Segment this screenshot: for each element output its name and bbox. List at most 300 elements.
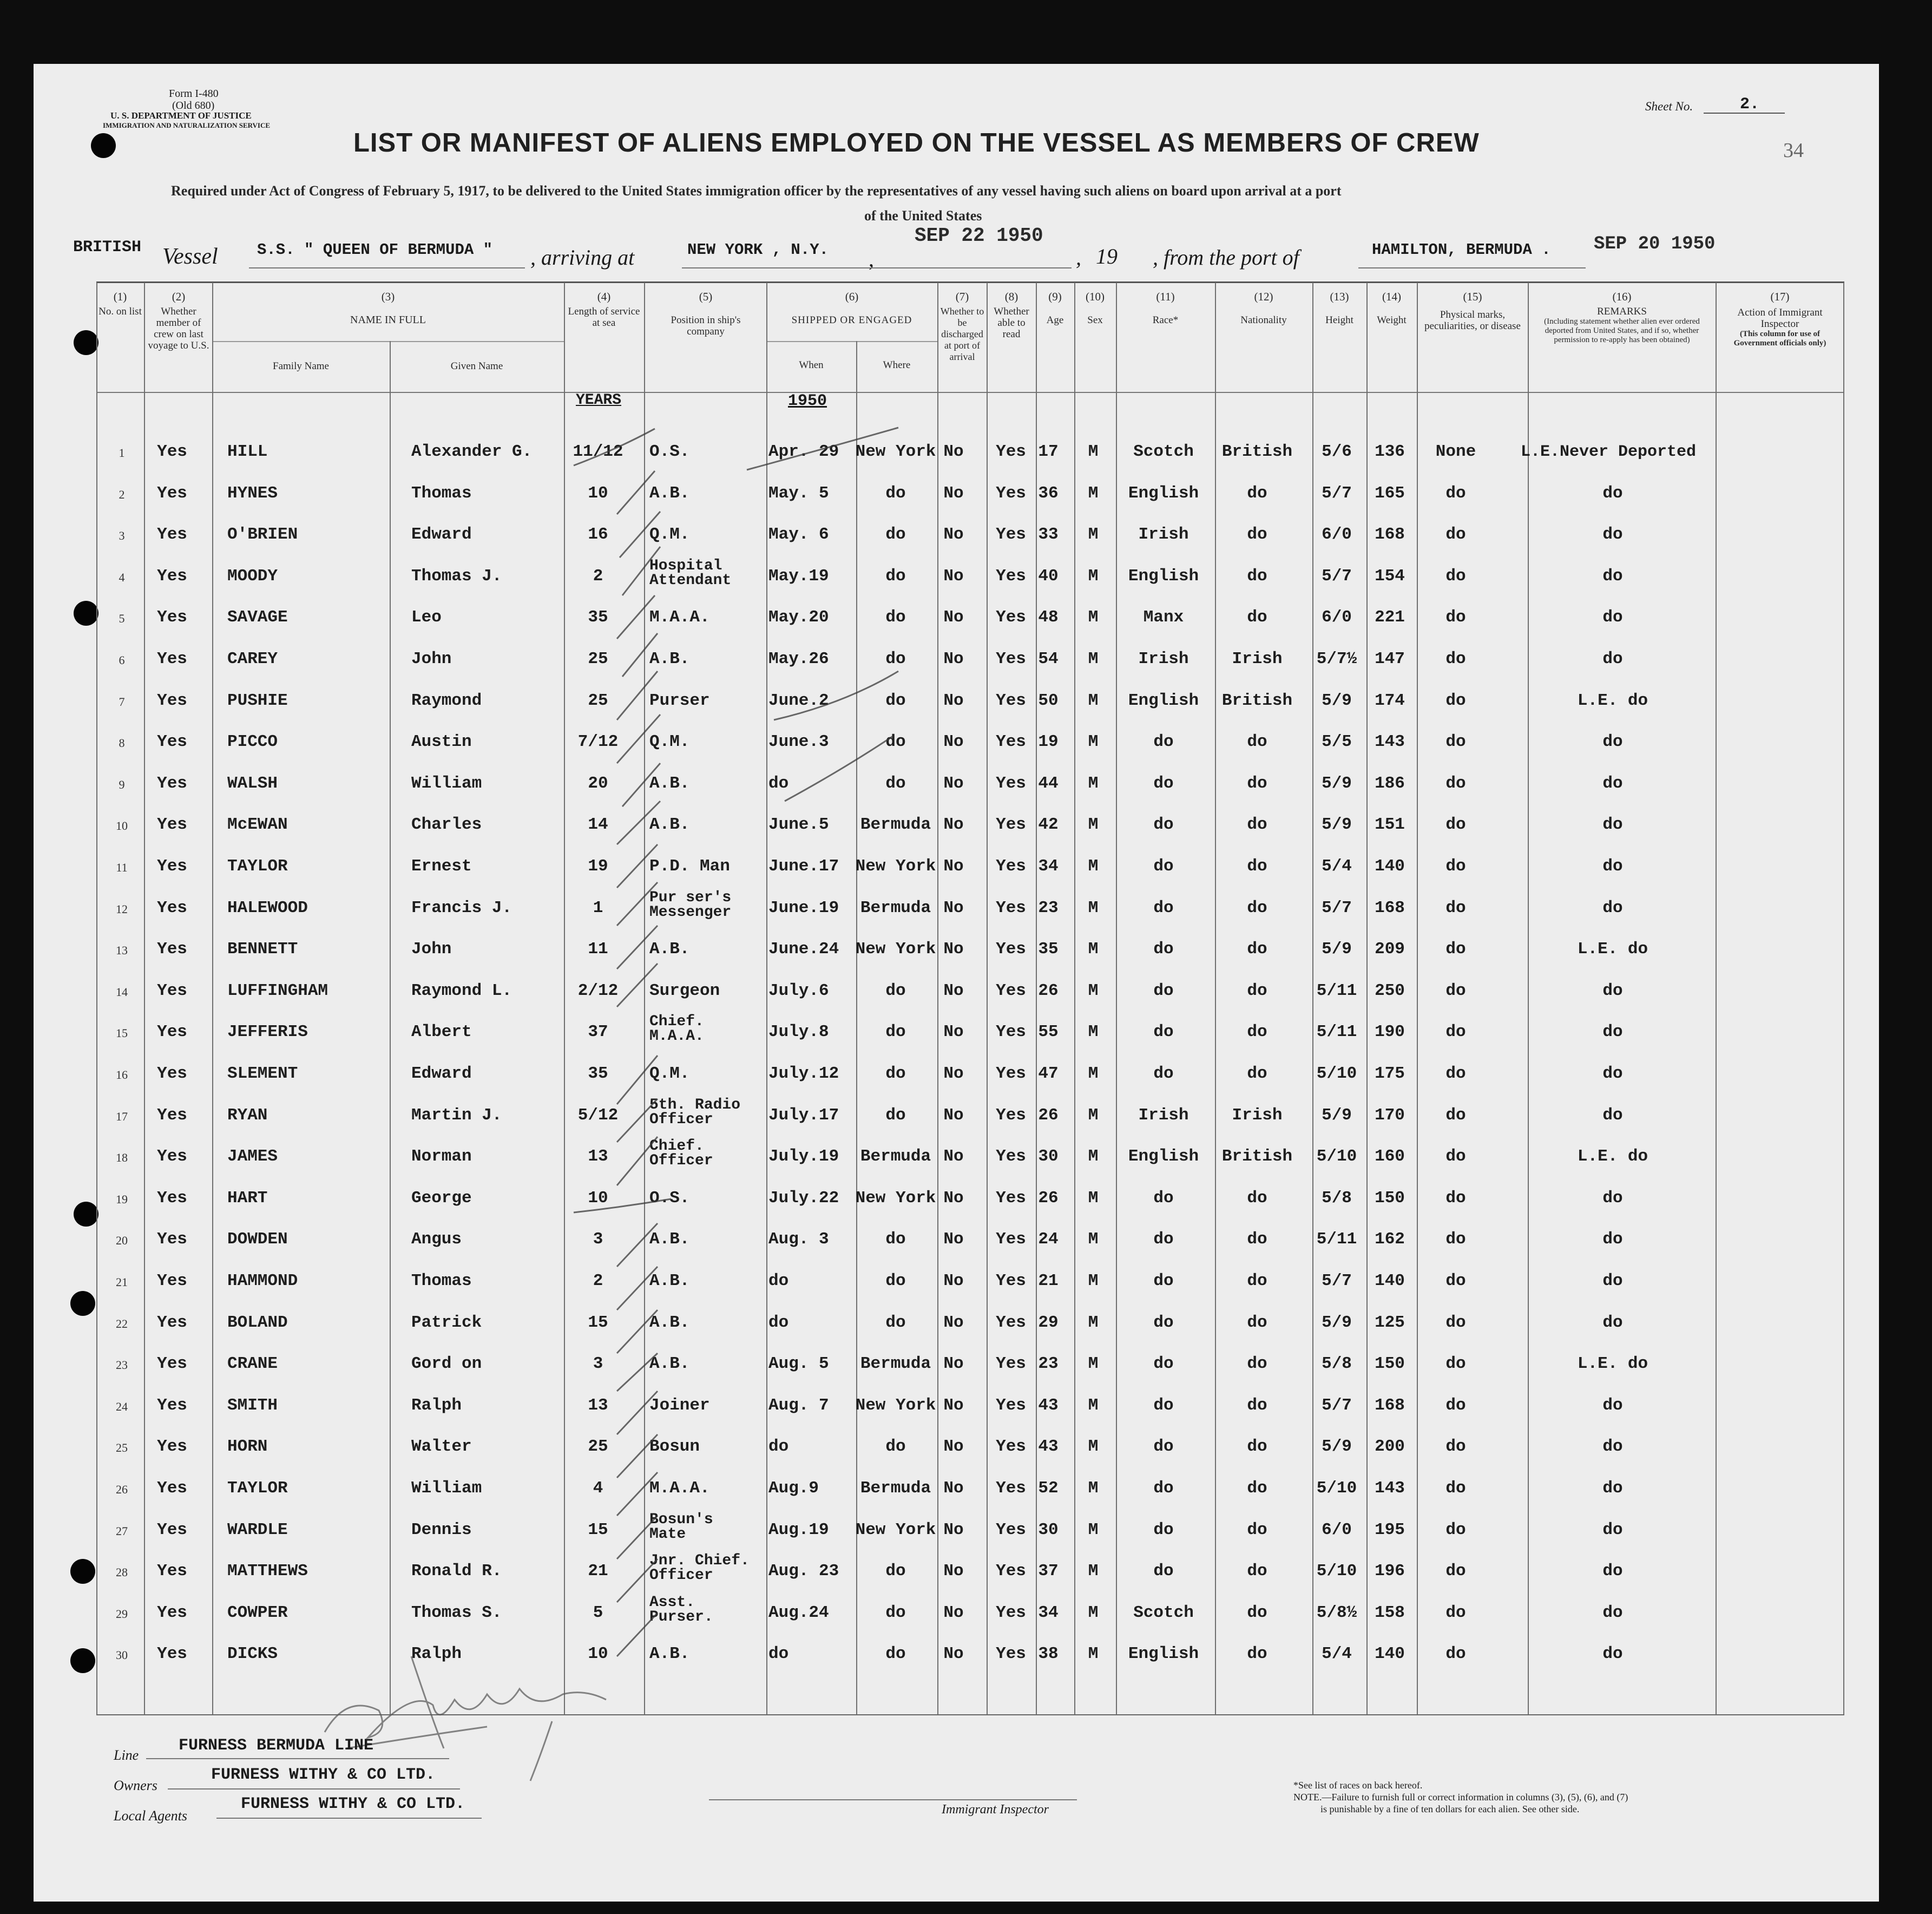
able-to-read: Yes: [996, 1313, 1026, 1332]
position: A.B.: [649, 483, 690, 503]
row-number: 15: [116, 1026, 128, 1040]
row-number: 13: [116, 943, 128, 958]
crew-last-voyage: Yes: [157, 608, 187, 627]
row-number: 26: [116, 1483, 128, 1496]
page-number: 34: [1783, 139, 1804, 162]
service-years: 2: [593, 566, 603, 586]
row-number: 21: [116, 1275, 128, 1289]
discharge-at-port: No: [943, 940, 964, 959]
position: M.A.A.: [649, 1479, 710, 1498]
shipped-when: June.19: [768, 898, 839, 917]
remarks: do: [1602, 1644, 1623, 1664]
able-to-read: Yes: [996, 815, 1026, 835]
family-name: WALSH: [227, 774, 278, 793]
family-name: LUFFINGHAM: [227, 981, 328, 1000]
discharge-at-port: No: [943, 1064, 964, 1083]
age: 40: [1038, 566, 1059, 586]
sex: M: [1088, 566, 1099, 586]
row-number: 27: [116, 1524, 128, 1538]
remarks: do: [1602, 815, 1623, 835]
sex: M: [1088, 774, 1099, 793]
able-to-read: Yes: [996, 691, 1026, 710]
physical-marks: do: [1445, 525, 1466, 545]
service-name: IMMIGRATION AND NATURALIZATION SERVICE: [103, 121, 271, 129]
owners-value: FURNESS WITHY & CO LTD.: [211, 1766, 436, 1784]
discharge-at-port: No: [943, 1354, 964, 1374]
able-to-read: Yes: [996, 898, 1026, 917]
crew-last-voyage: Yes: [157, 566, 187, 586]
service-years: 2/12: [577, 981, 619, 1000]
remarks: do: [1602, 774, 1623, 793]
remarks: do: [1602, 898, 1623, 917]
required-text: Required under Act of Congress of February 5, 1917, to be delivered to the United States immigration officer by the representatives of any vessel having such aliens on board upon arrival at a port: [171, 183, 1342, 199]
nationality: do: [1247, 1022, 1267, 1042]
physical-marks: do: [1445, 1354, 1466, 1374]
service-years: 10: [588, 1188, 608, 1208]
required-text-2: of the United States: [864, 208, 982, 224]
weight: 200: [1375, 1437, 1405, 1457]
height: 5/7: [1322, 566, 1352, 586]
shipped-when: May.26: [768, 650, 829, 668]
remarks: do: [1602, 1603, 1623, 1622]
able-to-read: Yes: [996, 566, 1026, 586]
able-to-read: Yes: [996, 1479, 1026, 1498]
physical-marks: do: [1445, 815, 1466, 835]
shipped-where: do: [885, 1105, 906, 1125]
sex: M: [1088, 442, 1099, 461]
sex: M: [1088, 1147, 1099, 1166]
age: 26: [1038, 1105, 1059, 1125]
physical-marks: do: [1445, 1603, 1466, 1622]
shipped-when: Aug. 7: [768, 1395, 829, 1415]
given-name: Thomas: [411, 483, 472, 503]
given-name: Angus: [411, 1230, 462, 1249]
shipped-when: June.17: [768, 857, 839, 876]
sex: M: [1088, 1644, 1099, 1664]
sex: M: [1088, 1064, 1099, 1083]
shipped-where: do: [885, 981, 906, 1000]
physical-marks: do: [1445, 1479, 1466, 1498]
weight: 196: [1375, 1562, 1405, 1581]
header-position: (5) Position in ship's company: [671, 290, 741, 337]
height: 5/7: [1322, 483, 1352, 503]
arrival-port: NEW YORK , N.Y.: [687, 241, 829, 259]
service-years: 13: [588, 1395, 608, 1415]
given-name: Edward: [411, 1064, 472, 1083]
shipped-when: June.3: [768, 732, 829, 752]
given-name: Gord on: [411, 1354, 482, 1374]
race: Irish: [1138, 525, 1189, 545]
row-number: 20: [116, 1234, 128, 1248]
service-years: 4: [593, 1479, 603, 1498]
age: 21: [1038, 1271, 1059, 1290]
service-years: 15: [588, 1520, 608, 1539]
able-to-read: Yes: [996, 1395, 1026, 1415]
year-label: 19: [1096, 244, 1118, 268]
race: do: [1153, 1230, 1174, 1249]
shipped-where: New York: [855, 1395, 936, 1415]
height: 5/10: [1316, 1064, 1357, 1083]
discharge-at-port: No: [943, 857, 964, 876]
service-years: 15: [588, 1313, 608, 1332]
crew-last-voyage: Yes: [157, 1271, 187, 1290]
family-name: JEFFERIS: [227, 1022, 308, 1042]
sex: M: [1088, 1022, 1099, 1042]
age: 19: [1038, 732, 1059, 752]
position: Asst. Purser.: [649, 1594, 713, 1625]
row-number: 23: [116, 1358, 128, 1372]
weight: 160: [1375, 1147, 1405, 1166]
weight: 125: [1375, 1313, 1405, 1332]
race: do: [1153, 1313, 1174, 1332]
service-years: 21: [588, 1562, 608, 1581]
remarks: do: [1602, 1188, 1623, 1208]
family-name: PUSHIE: [227, 691, 288, 710]
service-years: 19: [588, 857, 608, 876]
nationality: British: [1221, 1147, 1293, 1166]
header-remarks: (16) REMARKS (Including statement whether alien ever ordered deported from United States, and if so, whether permission to re-apply has been obtained): [1544, 290, 1700, 344]
weight: 136: [1375, 442, 1405, 461]
able-to-read: Yes: [996, 442, 1026, 461]
age: 43: [1038, 1395, 1059, 1415]
given-name: Thomas J.: [411, 566, 502, 586]
race: do: [1153, 981, 1174, 1000]
nationality: do: [1247, 1188, 1267, 1208]
crew-last-voyage: Yes: [157, 442, 187, 461]
shipped-where: do: [885, 608, 906, 627]
shipped-where: do: [885, 650, 906, 668]
discharge-at-port: No: [943, 774, 964, 793]
physical-marks: do: [1445, 1437, 1466, 1457]
race: do: [1153, 898, 1174, 917]
service-years: 3: [593, 1354, 603, 1374]
race: do: [1153, 1271, 1174, 1290]
sex: M: [1088, 1520, 1099, 1539]
row-number: 11: [116, 861, 128, 874]
physical-marks: do: [1445, 1230, 1466, 1249]
nationality: do: [1247, 1603, 1267, 1622]
row-number: 17: [116, 1109, 128, 1123]
nationality: do: [1247, 732, 1267, 752]
weight: 143: [1375, 732, 1405, 752]
remarks: do: [1602, 650, 1623, 668]
able-to-read: Yes: [996, 1603, 1026, 1622]
age: 30: [1038, 1147, 1059, 1166]
header-sex: (10) Sex: [1086, 290, 1105, 326]
discharge-at-port: No: [943, 1105, 964, 1125]
crew-last-voyage: Yes: [157, 650, 187, 668]
physical-marks: do: [1445, 732, 1466, 752]
header-read: (8) Whether able to read: [994, 290, 1029, 340]
sheet-label: Sheet No.: [1645, 100, 1693, 113]
sex: M: [1088, 981, 1099, 1000]
weight: 150: [1375, 1354, 1405, 1374]
header-crew: (2) Whether member of crew on last voyage to U.S.: [148, 290, 209, 351]
nationality: do: [1247, 1437, 1267, 1457]
crew-last-voyage: Yes: [157, 1562, 187, 1581]
race: do: [1153, 1479, 1174, 1498]
family-name: HYNES: [227, 483, 278, 503]
crew-last-voyage: Yes: [157, 981, 187, 1000]
service-years: 13: [588, 1147, 608, 1166]
header-action: (17) Action of Immigrant Inspector (This column for use of Government officials only): [1733, 290, 1826, 348]
shipped-when: July.8: [768, 1022, 829, 1042]
position: Pur ser's Messenger: [649, 889, 732, 921]
service-years: 25: [588, 1437, 608, 1457]
height: 6/0: [1322, 608, 1352, 627]
able-to-read: Yes: [996, 1354, 1026, 1374]
family-name: BENNETT: [227, 940, 298, 959]
given-name: Ralph: [411, 1395, 462, 1415]
crew-last-voyage: Yes: [157, 1395, 187, 1415]
service-years: 5: [593, 1603, 603, 1622]
weight: 143: [1375, 1479, 1405, 1498]
remarks: do: [1602, 1271, 1623, 1290]
sex: M: [1088, 1271, 1099, 1290]
crew-last-voyage: Yes: [157, 1354, 187, 1374]
crew-last-voyage: Yes: [157, 1479, 187, 1498]
physical-marks: do: [1445, 1520, 1466, 1539]
shipped-when: do: [768, 1271, 789, 1290]
from-label: , from the port of: [1153, 245, 1299, 270]
physical-marks: do: [1445, 1395, 1466, 1415]
remarks: do: [1602, 1105, 1623, 1125]
position: A.B.: [649, 650, 690, 668]
weight: 174: [1375, 691, 1405, 710]
given-name: William: [411, 1479, 482, 1498]
remarks: L.E.Never Deported: [1521, 443, 1697, 461]
shipped-when: July.12: [768, 1064, 839, 1083]
age: 50: [1038, 691, 1059, 710]
sex: M: [1088, 608, 1099, 627]
shipped-where: do: [885, 691, 906, 710]
age: 30: [1038, 1520, 1059, 1539]
footnote-penalty-2: is punishable by a fine of ten dollars for each alien. See other side.: [1320, 1804, 1580, 1814]
header-given-name: Given Name: [450, 360, 503, 372]
crew-last-voyage: Yes: [157, 1603, 187, 1622]
given-name: Dennis: [411, 1520, 472, 1539]
age: 23: [1038, 1354, 1059, 1374]
height: 5/10: [1316, 1562, 1357, 1581]
shipped-where: New York: [855, 857, 936, 876]
race: do: [1153, 774, 1174, 793]
discharge-at-port: No: [943, 650, 964, 668]
shipped-when: Aug.19: [768, 1520, 829, 1539]
able-to-read: Yes: [996, 857, 1026, 876]
header-height: (13) Height: [1325, 290, 1353, 326]
family-name: MOODY: [227, 566, 278, 586]
position: Q.M.: [649, 525, 690, 545]
shipped-where: do: [885, 774, 906, 793]
arriving-label: , arriving at: [530, 245, 635, 270]
shipped-year: 1950: [788, 392, 827, 410]
discharge-at-port: No: [943, 1188, 964, 1208]
shipped-when: July.6: [768, 981, 829, 1000]
discharge-at-port: No: [943, 483, 964, 503]
given-name: John: [411, 650, 452, 668]
shipped-where: do: [885, 732, 906, 752]
age: 34: [1038, 857, 1059, 876]
height: 5/9: [1322, 1313, 1352, 1332]
weight: 250: [1375, 981, 1405, 1000]
remarks: L.E. do: [1577, 940, 1648, 959]
physical-marks: do: [1445, 1313, 1466, 1332]
age: 23: [1038, 898, 1059, 917]
given-name: Patrick: [411, 1313, 482, 1332]
discharge-at-port: No: [943, 1147, 964, 1166]
nationality: do: [1247, 608, 1267, 627]
immigrant-inspector-label: Immigrant Inspector: [942, 1802, 1049, 1817]
height: 5/4: [1322, 857, 1352, 876]
service-years: 14: [588, 815, 608, 835]
able-to-read: Yes: [996, 1064, 1026, 1083]
header-discharge: (7) Whether to be discharged at port of arrival: [940, 290, 984, 362]
family-name: McEWAN: [227, 815, 288, 835]
remarks: do: [1602, 1395, 1623, 1415]
able-to-read: Yes: [996, 1022, 1026, 1042]
physical-marks: do: [1445, 1022, 1466, 1042]
row-number: 4: [119, 570, 125, 584]
sex: M: [1088, 940, 1099, 959]
sex: M: [1088, 1437, 1099, 1457]
crew-last-voyage: Yes: [157, 1230, 187, 1249]
shipped-where: Bermuda: [860, 1479, 931, 1498]
given-name: Thomas: [411, 1271, 472, 1290]
age: 55: [1038, 1022, 1059, 1042]
race: Irish: [1138, 1105, 1189, 1125]
nationality: do: [1247, 815, 1267, 835]
able-to-read: Yes: [996, 608, 1026, 627]
row-number: 2: [119, 487, 125, 501]
race: do: [1153, 940, 1174, 959]
header-age: (9) Age: [1046, 290, 1064, 326]
physical-marks: do: [1445, 898, 1466, 917]
agents-label: Local Agents: [114, 1808, 188, 1824]
weight: 147: [1375, 650, 1405, 668]
height: 5/9: [1322, 1437, 1352, 1457]
service-years: 1: [593, 898, 603, 917]
shipped-where: do: [885, 1271, 906, 1290]
remarks: L.E. do: [1577, 1354, 1648, 1374]
shipped-when: Aug.24: [768, 1603, 829, 1622]
weight: 140: [1375, 1644, 1405, 1664]
remarks: do: [1602, 525, 1623, 545]
sex: M: [1088, 650, 1099, 668]
nationality: do: [1247, 1064, 1267, 1083]
given-name: Thomas S.: [411, 1603, 502, 1622]
shipped-where: Bermuda: [860, 1354, 931, 1374]
able-to-read: Yes: [996, 1147, 1026, 1166]
discharge-at-port: No: [943, 1313, 964, 1332]
family-name: PICCO: [227, 732, 278, 752]
position: Q.M.: [649, 1064, 690, 1083]
shipped-when: Aug. 5: [768, 1354, 829, 1374]
remarks: do: [1602, 1437, 1623, 1457]
header-service: (4) Length of service at sea: [568, 290, 640, 329]
sex: M: [1088, 1105, 1099, 1125]
discharge-at-port: No: [943, 566, 964, 586]
shipped-where: New York: [855, 940, 936, 959]
family-name: CAREY: [227, 650, 278, 668]
sex: M: [1088, 1562, 1099, 1581]
height: 5/10: [1316, 1479, 1357, 1498]
position: Purser: [649, 691, 710, 710]
row-number: 10: [116, 819, 128, 833]
family-name: HART: [227, 1188, 268, 1208]
owners-label: Owners: [114, 1778, 157, 1793]
weight: 168: [1375, 1395, 1405, 1415]
shipped-when: do: [768, 774, 789, 793]
nationality: do: [1247, 525, 1267, 545]
check-marks: [574, 428, 898, 1656]
given-name: Raymond: [411, 691, 482, 710]
shipped-when: May.20: [768, 608, 829, 627]
sex: M: [1088, 1603, 1099, 1622]
row-number: 30: [116, 1648, 128, 1662]
shipped-where: Bermuda: [860, 898, 931, 917]
service-years: 11: [588, 940, 608, 959]
height: 5/8: [1322, 1354, 1352, 1374]
height: 5/8: [1322, 1188, 1352, 1208]
position: O.S.: [649, 1188, 690, 1208]
given-name: Leo: [411, 608, 442, 627]
given-name: Walter: [411, 1437, 472, 1457]
family-name: HALEWOOD: [227, 898, 308, 917]
sex: M: [1088, 1188, 1099, 1208]
shipped-where: New York: [855, 442, 936, 461]
able-to-read: Yes: [996, 1520, 1026, 1539]
able-to-read: Yes: [996, 981, 1026, 1000]
nationality: do: [1247, 1479, 1267, 1498]
physical-marks: do: [1445, 483, 1466, 503]
service-years: 10: [588, 1644, 608, 1664]
race: do: [1153, 857, 1174, 876]
position: O.S.: [649, 442, 690, 461]
row-number: 3: [119, 529, 125, 543]
physical-marks: do: [1445, 981, 1466, 1000]
family-name: DICKS: [227, 1644, 278, 1664]
crew-last-voyage: Yes: [157, 815, 187, 835]
nationality: do: [1247, 898, 1267, 917]
shipped-when: June.24: [768, 940, 839, 959]
race: Manx: [1143, 608, 1184, 627]
position: Jnr. Chief. Officer: [649, 1552, 750, 1584]
height: 5/7: [1322, 1271, 1352, 1290]
sex: M: [1088, 525, 1099, 545]
given-name: Ernest: [411, 857, 472, 876]
able-to-read: Yes: [996, 525, 1026, 545]
race: do: [1153, 732, 1174, 752]
weight: 154: [1375, 566, 1405, 586]
age: 43: [1038, 1437, 1059, 1457]
given-name: Albert: [411, 1022, 472, 1042]
family-name: JAMES: [227, 1147, 278, 1166]
nationality: do: [1247, 1562, 1267, 1581]
shipped-where: do: [885, 1064, 906, 1083]
nationality: Irish: [1232, 1105, 1283, 1125]
row-number: 18: [116, 1151, 128, 1165]
nationality: British: [1221, 442, 1293, 461]
remarks: L.E. do: [1577, 1147, 1648, 1166]
row-number: 22: [116, 1316, 128, 1330]
shipped-where: do: [885, 483, 906, 503]
weight: 140: [1375, 1271, 1405, 1290]
sex: M: [1088, 691, 1099, 710]
header-shipped: (6) SHIPPED OR ENGAGED: [791, 290, 912, 326]
crew-last-voyage: Yes: [157, 774, 187, 793]
department: U. S. DEPARTMENT OF JUSTICE: [110, 110, 252, 121]
height: 5/9: [1322, 691, 1352, 710]
